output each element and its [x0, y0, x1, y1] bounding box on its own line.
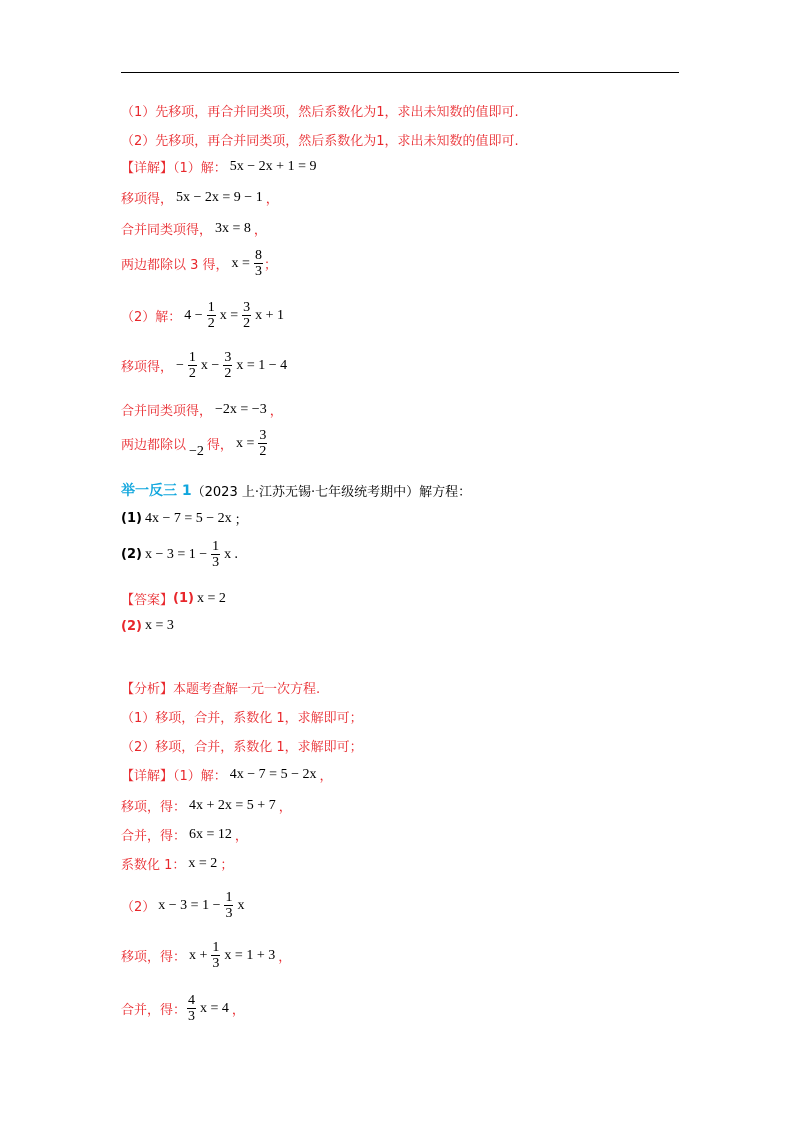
expr-part: x + [189, 947, 208, 963]
expr-part: x = 4 [200, 1000, 229, 1016]
detail-1-equation: 5x − 2x + 1 = 9 [229, 158, 317, 174]
divide-subscript: −2 [189, 443, 204, 459]
q1-label: (1) [121, 511, 142, 526]
answer-2-equation: x = 3 [144, 618, 174, 633]
expr-part: x − [200, 357, 220, 373]
exercise-source: （2023 上·江苏无锡·七年级统考期中）解方程： [191, 484, 472, 500]
fraction: $\frac{1}{3}$ [225, 890, 233, 921]
expr-part: x = [219, 307, 239, 323]
expr-part: x − 3 = 1 − [158, 897, 221, 913]
move-equation: 4x + 2x = 5 + 7 [189, 797, 276, 813]
comma: ， [319, 769, 333, 784]
answer-1-equation: x = 2 [196, 590, 226, 606]
combine-label: 合并同类项得， [121, 404, 213, 419]
answer-1-label: (1) [173, 591, 194, 606]
part2-label: （2）解： [121, 310, 182, 325]
expr-part: x [224, 546, 232, 562]
analysis-2-step-1: （1）移项，合并，系数化 1，求解即可； [121, 711, 363, 726]
detail-2-move-line [121, 796, 292, 815]
combine-equation: 6x = 12 [189, 826, 232, 842]
semicolon: ； [220, 858, 234, 873]
detail-1-line [121, 157, 319, 176]
comma: ， [278, 800, 292, 815]
fraction: $\frac{1}{3}$ [212, 940, 220, 971]
semicolon: ； [263, 258, 277, 273]
combine-equation: 3x = 8 [215, 220, 251, 236]
expr-part: x + 1 [255, 307, 284, 323]
move-label: 移项得， [121, 360, 174, 375]
exercise-title-line [121, 480, 471, 500]
move-label: 移项，得： [121, 950, 187, 965]
answer-label: 【答案】 [121, 593, 174, 608]
comma: ， [234, 829, 248, 844]
fraction: $\frac{3}{2}$ [224, 350, 232, 381]
divide-label: 两边都除以 [121, 438, 187, 453]
detail-1-move-line [121, 188, 279, 207]
fraction: $\frac{1}{2}$ [188, 350, 196, 381]
analysis-step-2: （2）先移项，再合并同类项，然后系数化为1，求出未知数的值即可. [121, 134, 519, 149]
answer-line-2 [121, 618, 177, 634]
header-rule [121, 72, 679, 73]
expr-part: x − 3 = 1 − [144, 546, 208, 562]
q1-equation: 4x − 7 = 5 − 2x [144, 510, 232, 526]
detail-1-part2-combine-line [121, 400, 283, 419]
detail-1-part2-line [121, 300, 287, 331]
analysis-2-intro: 【分析】本题考查解一元一次方程. [121, 682, 321, 697]
part2-label: （2） [121, 900, 156, 915]
move-label: 移项得， [121, 192, 174, 207]
detail-2-combine-line [121, 825, 248, 844]
q2-end: . [234, 547, 239, 562]
fraction: $\frac{8}{3}$ [254, 248, 262, 279]
comma: ， [278, 950, 292, 965]
divide-lhs: x = [231, 255, 250, 271]
divide-lhs: x = [235, 435, 255, 451]
divide-label-end: 得， [206, 438, 233, 453]
analysis-step-1: （1）先移项，再合并同类项，然后系数化为1，求出未知数的值即可. [121, 105, 519, 120]
exercise-q1 [121, 509, 248, 528]
coef-equation: x = 2 [188, 855, 218, 871]
detail-1-combine-line [121, 219, 267, 238]
move-label: 移项，得： [121, 800, 187, 815]
analysis-2-step-2: （2）移项，合并，系数化 1，求解即可； [121, 740, 363, 755]
combine-label: 合并，得： [121, 829, 187, 844]
expr-part: x [237, 897, 245, 913]
detail-2-part2-move-line [121, 940, 291, 971]
comma: ， [265, 192, 279, 207]
comma: ， [253, 223, 267, 238]
expr-part: − [176, 357, 184, 373]
combine-equation: −2x = −3 [215, 401, 267, 417]
comma: ， [269, 404, 283, 419]
comma: ， [231, 1003, 245, 1018]
fraction: $\frac{1}{3}$ [212, 539, 220, 570]
detail-2-label: 【详解】（1）解： [121, 769, 227, 784]
detail-2-part2-combine-line [121, 993, 245, 1024]
answer-line-1 [121, 589, 229, 608]
fraction: $\frac{1}{2}$ [207, 300, 215, 331]
combine-label: 合并同类项得， [121, 223, 213, 238]
fraction: $\frac{4}{3}$ [188, 993, 196, 1024]
divide-label: 两边都除以 3 得， [121, 258, 229, 273]
q2-label: (2) [121, 547, 142, 562]
detail-1-part2-divide-line [121, 428, 268, 459]
detail-1-label: 【详解】（1）解： [121, 161, 227, 176]
detail-2-coef-line [121, 854, 233, 873]
q1-end: ； [234, 513, 248, 528]
exercise-title: 举一反三 1 [121, 483, 192, 499]
coef-label: 系数化 1： [121, 858, 186, 873]
detail-2-part2-line [121, 890, 247, 921]
fraction: $\frac{3}{2}$ [259, 428, 267, 459]
detail-1-part2-move-line [121, 350, 290, 381]
expr-part: x = 1 − 4 [236, 357, 288, 373]
answer-2-label: (2) [121, 618, 142, 634]
expr-part: 4 − [184, 307, 203, 323]
exercise-q2 [121, 539, 238, 570]
combine-label: 合并，得： [121, 1003, 187, 1018]
detail-1-divide-line [121, 248, 277, 279]
expr-part: x = 1 + 3 [224, 947, 276, 963]
detail-2-line [121, 765, 332, 784]
fraction: $\frac{3}{2}$ [243, 300, 251, 331]
detail-2-equation: 4x − 7 = 5 − 2x [229, 766, 317, 782]
move-equation: 5x − 2x = 9 − 1 [176, 189, 263, 205]
